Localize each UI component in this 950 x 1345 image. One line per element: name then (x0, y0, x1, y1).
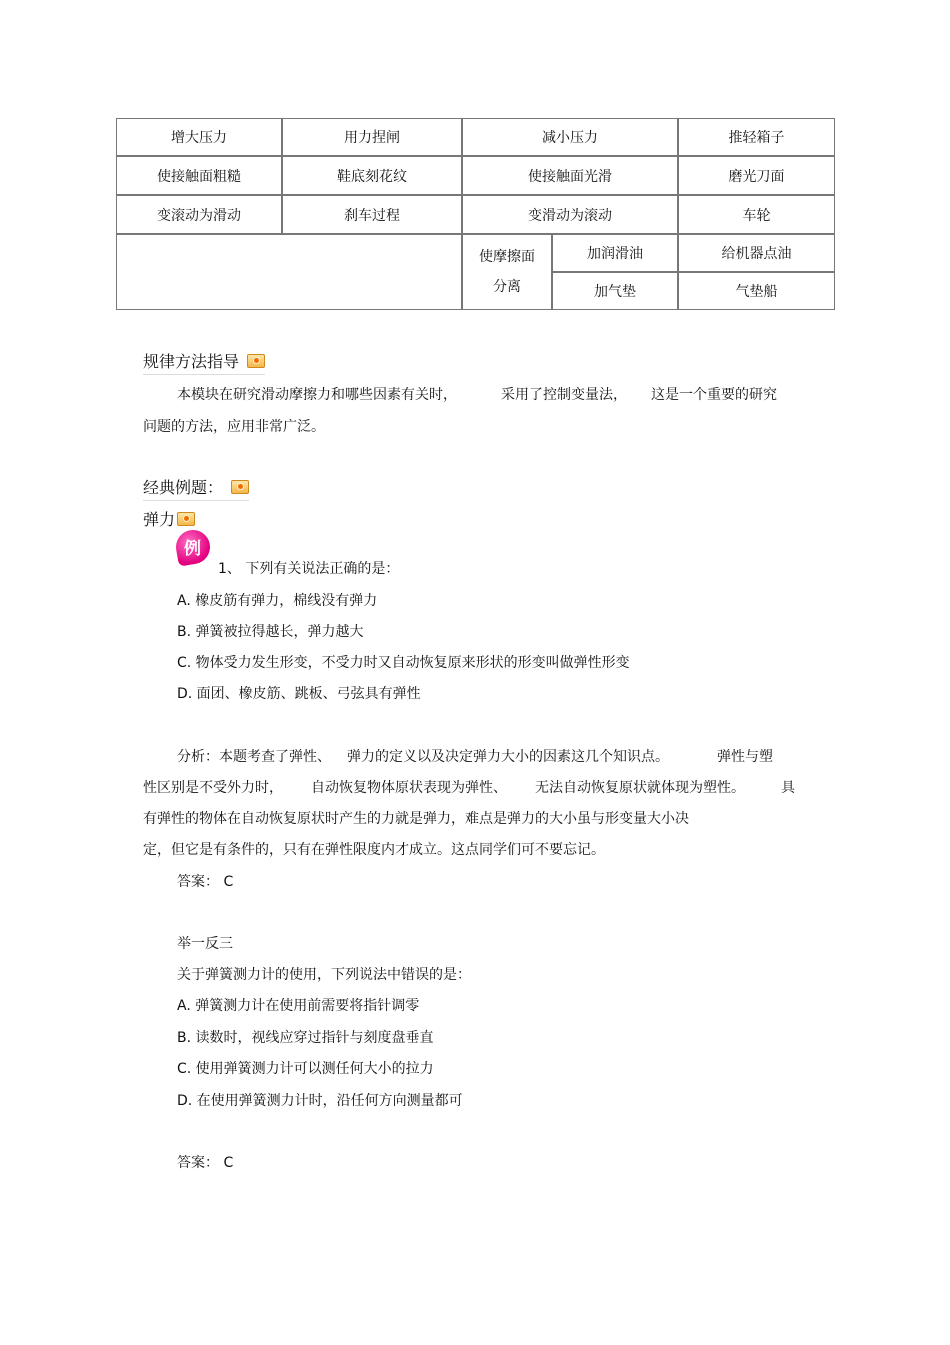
table-cell: 车轮 (678, 195, 835, 234)
text-span: 具 (781, 780, 795, 796)
option-c: C. 物体受力发生形变，不受力时又自动恢复原来形状的形变叫做弹性形变 (177, 655, 630, 671)
text-span: 自动恢复物体原状表现为弹性、 (311, 780, 507, 796)
table-cell: 刹车过程 (282, 195, 462, 234)
heading-text: 规律方法指导 (143, 352, 240, 371)
folder-icon (231, 480, 249, 494)
table-cell: 给机器点油 (678, 234, 835, 272)
question-text: 1、 下列有关说法正确的是： (218, 561, 400, 577)
section-heading-method (143, 349, 265, 375)
table-cell: 使接触面光滑 (462, 156, 678, 195)
table-cell: 用力捏闸 (282, 118, 462, 156)
analysis-line (177, 746, 773, 766)
table-cell: 磨光刀面 (678, 156, 835, 195)
analysis-line (143, 777, 795, 797)
subheading-elasticity (143, 507, 195, 530)
text-span: 分析：本题考查了弹性、 (177, 749, 331, 765)
table-cell: 变滑动为滚动 (462, 195, 678, 234)
paragraph-line: 问题的方法，应用非常广泛。 (143, 419, 325, 435)
table-cell: 加润滑油 (552, 234, 678, 272)
practice-option-b: B. 读数时，视线应穿过指针与刻度盘垂直 (177, 1030, 434, 1046)
folder-icon (177, 512, 195, 526)
table-cell-text: 使摩擦面 (479, 249, 535, 265)
paragraph-line (177, 384, 777, 404)
practice-answer: 答案： C (177, 1155, 234, 1171)
heading-text: 经典例题： (143, 478, 224, 497)
practice-option-c: C. 使用弹簧测力计可以测任何大小的拉力 (177, 1061, 434, 1077)
example-badge-icon (176, 530, 212, 570)
text-span: 弹力的定义以及决定弹力大小的因素这几个知识点。 (347, 749, 669, 765)
analysis-line: 有弹性的物体在自动恢复原状时产生的力就是弹力，难点是弹力的大小虽与形变量大小决 (143, 811, 689, 827)
text-span: 弹性与塑 (717, 749, 773, 765)
text-span: 无法自动恢复原状就体现为塑性。 (535, 780, 745, 796)
table-cell: 气垫船 (678, 272, 835, 310)
friction-table (116, 118, 835, 310)
practice-option-a: A. 弹簧测力计在使用前需要将指针调零 (177, 998, 420, 1014)
folder-icon (247, 354, 265, 368)
table-cell: 鞋底刻花纹 (282, 156, 462, 195)
table-cell: 加气垫 (552, 272, 678, 310)
text-span: 本模块在研究滑动摩擦力和哪些因素有关时， (177, 387, 457, 403)
option-a: A. 橡皮筋有弹力，棉线没有弹力 (177, 593, 378, 609)
table-cell: 使接触面粗糙 (116, 156, 282, 195)
text-span: 采用了控制变量法， (501, 387, 627, 403)
table-cell: 推轻箱子 (678, 118, 835, 156)
section-heading-examples (143, 475, 249, 501)
text-span: 这是一个重要的研究 (651, 387, 777, 403)
table-cell (462, 234, 552, 310)
practice-question: 关于弹簧测力计的使用，下列说法中错误的是： (177, 967, 471, 983)
answer-text: 答案： C (177, 874, 234, 890)
badge-text: 例 (184, 539, 201, 559)
table-cell-empty (116, 234, 462, 310)
option-b: B. 弹簧被拉得越长，弹力越大 (177, 624, 364, 640)
subheading-text: 弹力 (143, 510, 176, 529)
practice-option-d: D. 在使用弹簧测力计时，沿任何方向测量都可 (177, 1093, 463, 1109)
option-d: D. 面团、橡皮筋、跳板、弓弦具有弹性 (177, 686, 421, 702)
table-cell: 减小压力 (462, 118, 678, 156)
table-cell: 增大压力 (116, 118, 282, 156)
practice-title: 举一反三 (177, 936, 233, 952)
table-cell-text: 分离 (493, 279, 521, 295)
analysis-line: 定，但它是有条件的，只有在弹性限度内才成立。这点同学们可不要忘记。 (143, 842, 605, 858)
text-span: 性区别是不受外力时， (143, 780, 283, 796)
table-cell: 变滚动为滑动 (116, 195, 282, 234)
